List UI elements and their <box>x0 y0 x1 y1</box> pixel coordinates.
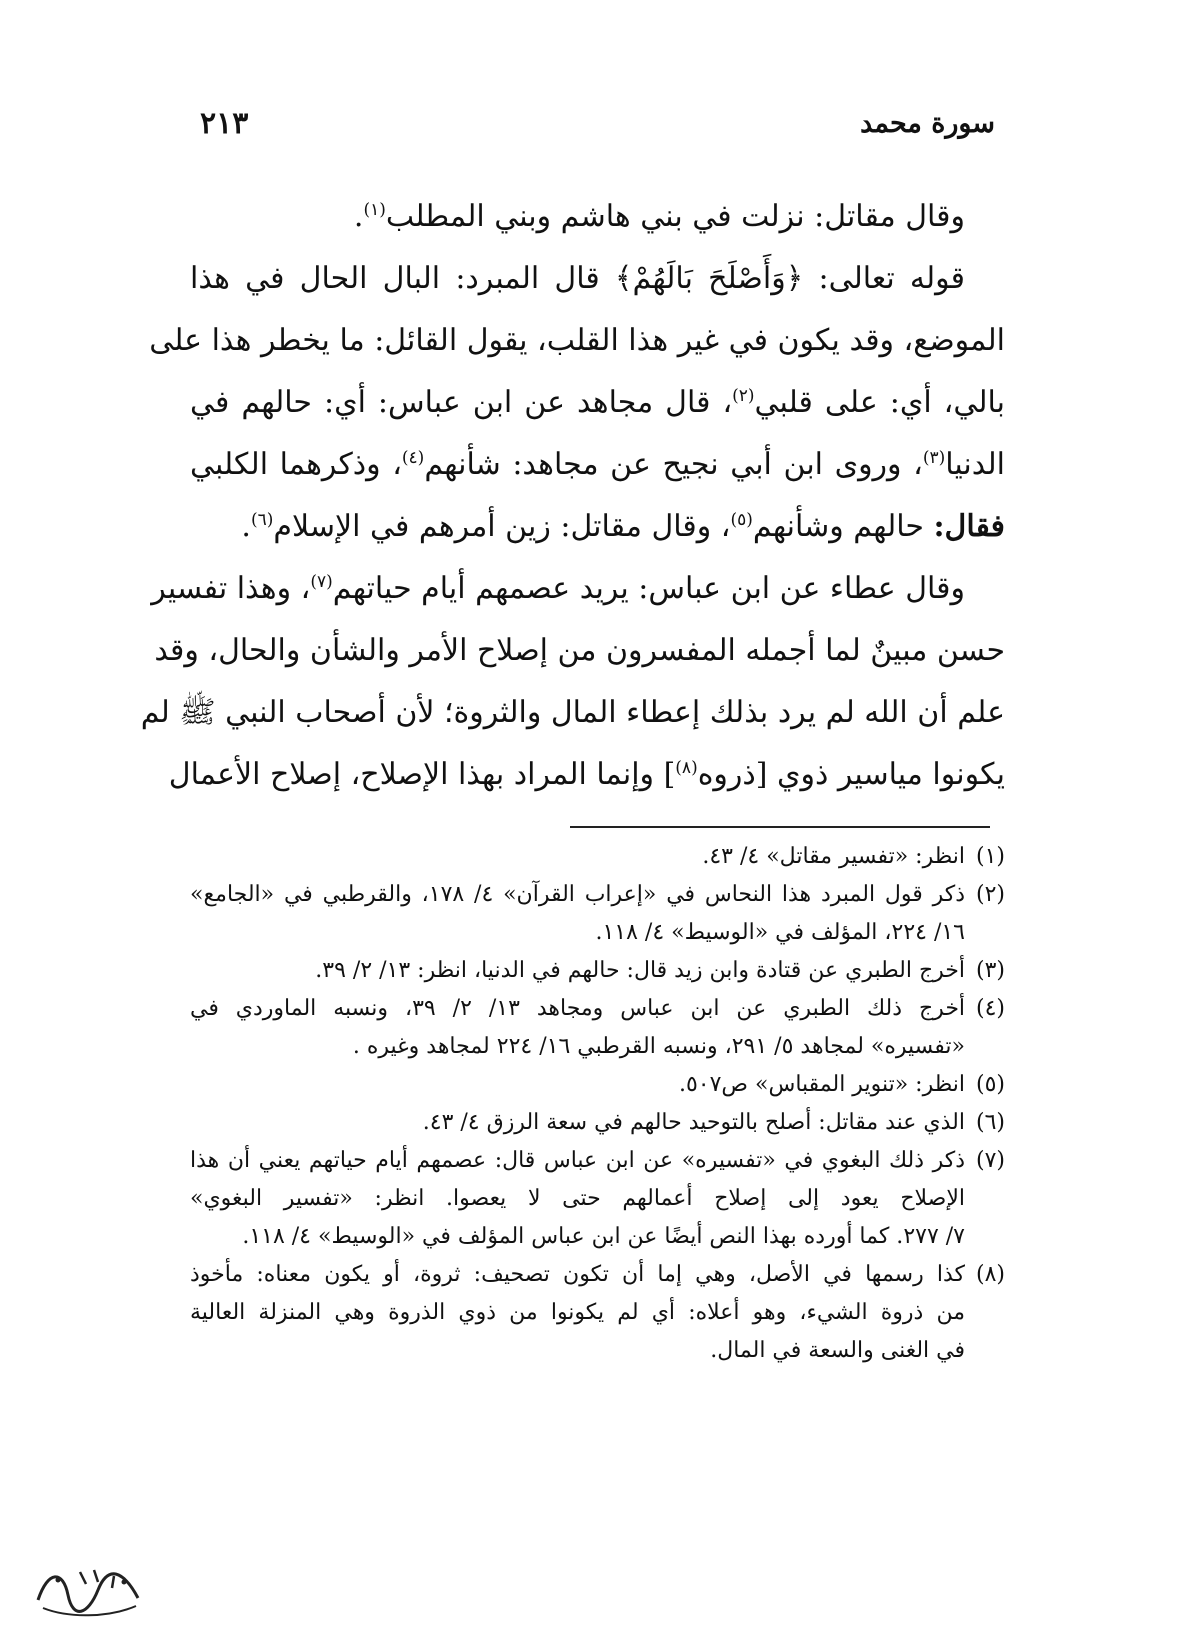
footnote <box>190 990 1005 1066</box>
text-line: يكونوا مياسير ذوي [ذروه$^{(٨)}$] وإنما المراد بهذا الإصلاح، إصلاح الأعمال <box>168 757 1005 792</box>
footnote-ref[interactable]: (٥) <box>730 510 753 530</box>
footnote-number: (٧) <box>975 1148 1005 1173</box>
footnote-line: الإصلاح يعود إلى إصلاح أعمالهم حتى لا يعصوا. انظر: «تفسير البغوي» <box>190 1186 965 1211</box>
footnote-text <box>190 1256 965 1370</box>
text-line: قوله تعالى: ﴿وَأَصْلَحَ بَالَهُمْ﴾ قال المبرد: البال الحال في هذا <box>190 261 965 296</box>
footnote-ref[interactable]: (١) <box>363 200 386 220</box>
footnote-ref[interactable]: (٧) <box>310 572 333 592</box>
footnote-line: انظر: «تنوير المقباس» ص٥٠٧. <box>678 1072 965 1097</box>
footnote-ref[interactable]: (٣) <box>922 448 946 468</box>
text-line: وقال مقاتل: نزلت في بني هاشم وبني المطلب$^{(١)}$. <box>353 199 965 234</box>
footnote <box>190 838 1005 876</box>
footnote-line: أخرج الطبري عن قتادة وابن زيد قال: حالهم في الدنيا، انظر: ١٣/ ٢/ ٣٩. <box>315 958 965 983</box>
text-line: حسن مبينٌ لما أجمله المفسرون من إصلاح الأمر والشأن والحال، وقد <box>154 633 1005 668</box>
footnote-number: (٨) <box>975 1262 1005 1287</box>
footnote-line: الذي عند مقاتل: أصلح بالتوحيد حالهم في سعة الرزق ٤/ ٤٣. <box>422 1110 965 1135</box>
text-line: فقال: حالهم وشأنهم$^{(٥)}$، وقال مقاتل: زين أمرهم في الإسلام$^{(٦)}$. <box>241 509 1005 544</box>
footnote <box>190 952 1005 990</box>
footnote-line: أخرج ذلك الطبري عن ابن عباس ومجاهد ١٣/ ٢/ ٣٩، ونسبه الماوردي في <box>190 996 966 1021</box>
calligraphy-logo-icon <box>28 1560 148 1622</box>
footnote <box>190 1066 1005 1104</box>
footnote <box>190 876 1005 952</box>
text-line: الموضع، وقد يكون في غير هذا القلب، يقول القائل: ما يخطر هذا على <box>149 323 1005 358</box>
footnote-line: من ذروة الشيء، وهو أعلاه: أي لم يكونوا من ذوي الذروة وهي المنزلة العالية <box>190 1300 965 1325</box>
footnote-number: (١) <box>975 844 1005 869</box>
footnote-line: كذا رسمها في الأصل، وهي إما أن تكون تصحيف: ثروة، أو يكون معناه: مأخوذ <box>190 1262 965 1287</box>
footnote-number: (٣) <box>975 958 1005 983</box>
footnote-line: ذكر ذلك البغوي في «تفسيره» عن ابن عباس قال: عصمهم أيام حياتهم يعني أن هذا <box>190 1148 965 1173</box>
footnote-text <box>190 952 965 990</box>
footnote-text <box>190 876 965 952</box>
footnote-number: (٤) <box>975 996 1005 1021</box>
footnote-line: ١٦/ ٢٢٤، المؤلف في «الوسيط» ٤/ ١١٨. <box>595 920 965 945</box>
footnote-text <box>190 1142 965 1256</box>
footnote-text <box>190 990 965 1066</box>
footnote-line: ذكر قول المبرد هذا النحاس في «إعراب القرآن» ٤/ ١٧٨، والقرطبي في «الجامع» <box>190 882 966 907</box>
footnote-text <box>190 1066 965 1104</box>
footnote-ref[interactable]: (٢) <box>732 386 755 406</box>
text-line: وقال عطاء عن ابن عباس: يريد عصمهم أيام حياتهم$^{(٧)}$، وهذا تفسير <box>151 571 965 606</box>
footnote-line: ٧/ ٢٧٧. كما أورده بهذا النص أيضًا عن ابن عباس المؤلف في «الوسيط» ٤/ ١١٨. <box>242 1224 965 1249</box>
page-header <box>200 108 995 148</box>
footnote <box>190 1256 1005 1370</box>
footnote-text <box>190 838 965 876</box>
footnote-number: (٦) <box>975 1110 1005 1135</box>
footnote-number: (٥) <box>975 1072 1005 1097</box>
footnote-number: (٢) <box>975 882 1005 907</box>
footnote-divider <box>570 826 990 828</box>
text-line: الدنيا$^{(٣)}$، وروى ابن أبي نجيح عن مجاهد: شأنهم$^{(٤)}$، وذكرهما الكلبي <box>190 447 1005 482</box>
main-text <box>140 186 1005 806</box>
footnote-line: انظر: «تفسير مقاتل» ٤/ ٤٣. <box>702 844 965 869</box>
footnote-line: «تفسيره» لمجاهد ٥/ ٢٩١، ونسبه القرطبي ١٦/ ٢٢٤ لمجاهد وغيره . <box>352 1034 965 1059</box>
text-line: علم أن الله لم يرد بذلك إعطاء المال والثروة؛ لأن أصحاب النبي ﷺ لم <box>140 695 1005 730</box>
footnote-ref[interactable]: (٦) <box>250 510 274 530</box>
footnote-ref[interactable]: (٨) <box>675 758 698 778</box>
running-title: سورة محمد <box>860 108 995 139</box>
footnotes <box>190 838 1005 1370</box>
page-number: ٢١٣ <box>200 106 249 141</box>
text-line: بالي، أي: على قلبي$^{(٢)}$، قال مجاهد عن ابن عباس: أي: حالهم في <box>190 385 1005 420</box>
footnote-text <box>190 1104 965 1142</box>
footnote <box>190 1142 1005 1256</box>
footnote <box>190 1104 1005 1142</box>
footnote-ref[interactable]: (٤) <box>401 448 425 468</box>
footnote-line: في الغنى والسعة في المال. <box>710 1338 965 1363</box>
